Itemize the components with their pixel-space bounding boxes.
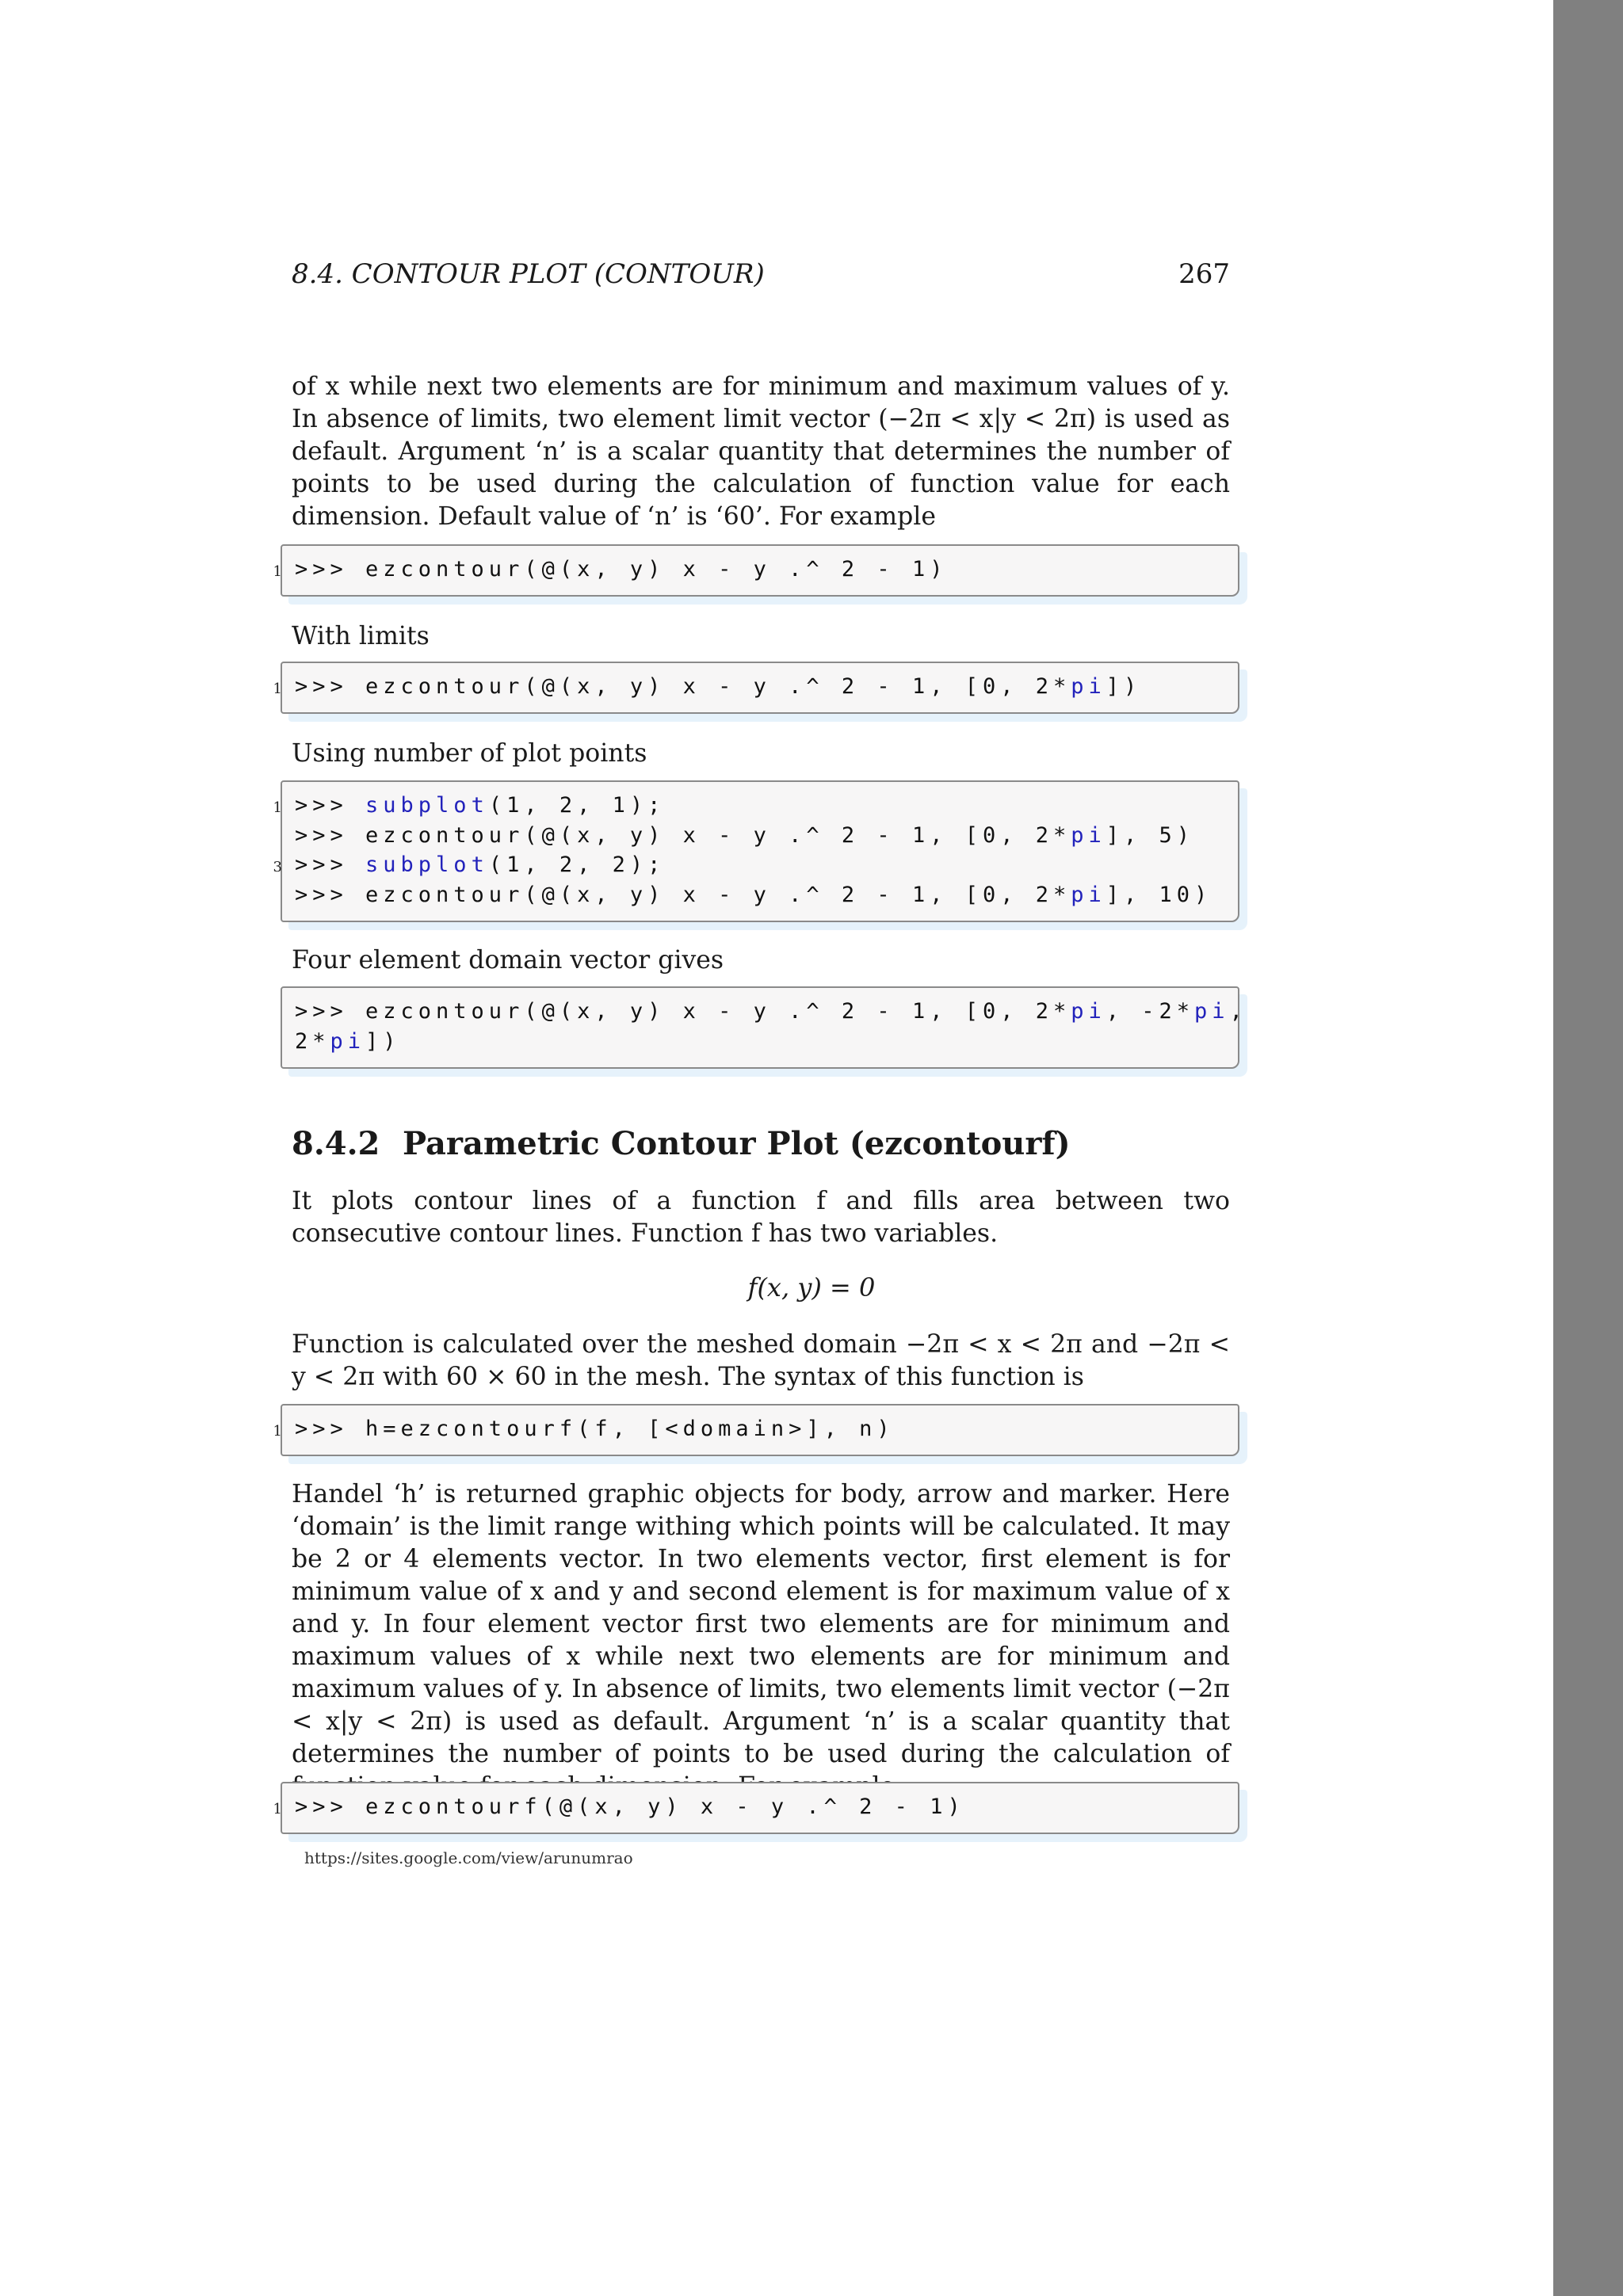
code-text: ]): [1106, 674, 1142, 699]
section-title: Parametric Contour Plot (ezcontourf): [403, 1125, 1071, 1162]
code-text: (1, 2, 2);: [488, 852, 666, 877]
section-number: 8.4.2: [292, 1125, 380, 1162]
code-text: ]): [365, 1028, 401, 1054]
code-block-syntax: [273, 1404, 1239, 1456]
code-text: >>>: [295, 852, 366, 877]
running-title: 8.4. CONTOUR PLOT (CONTOUR): [292, 258, 765, 290]
paragraph-ezcontourf-intro: It plots contour lines of a function f and fills area between two consecutive contour lines. Function f has two variables.: [292, 1187, 1230, 1248]
line-number: 1: [273, 1801, 282, 1817]
label-with-limits: With limits: [292, 622, 430, 650]
code-line: [295, 823, 1238, 853]
code-line: [273, 852, 1238, 883]
code-text: ], 5): [1106, 822, 1195, 848]
code-line: [295, 883, 1238, 913]
code-line: [273, 557, 1238, 587]
page-margin-bar: [1553, 0, 1623, 2296]
code-keyword: subplot: [365, 793, 489, 818]
paragraph-handle-description: Handel ‘h’ is returned graphic objects for body, arrow and marker. Here ‘domain’ is the limit range withing which points will be calculated. It may be 2 or 4 elements vector. In two elements vector, first element is for minimum value of x and y and second element is for maximum value of x and y. In four element vector first two elements are for minimum and maximum values of x while next two elements are for minimum and maximum values of y. In absence of limits, two elements limit vector (−2π < x|y < 2π) is used as default. Argument ‘n’ is a scalar quantity that determines the number of points to be used during the calculation of: [292, 1480, 1230, 1768]
code-line: [295, 1029, 1238, 1059]
code-keyword: pi: [1071, 674, 1106, 699]
code-text: 2*: [295, 1028, 330, 1054]
code-keyword: subplot: [365, 852, 489, 877]
code-text: ], 10): [1106, 882, 1212, 907]
code-text: , -2*: [1106, 999, 1195, 1024]
code-block-basic: [273, 544, 1239, 597]
footer-url: https://sites.google.com/view/arunumrao: [304, 1848, 633, 1867]
running-header: [292, 258, 1230, 296]
code-text: >>> h=ezcontourf(f, [<domain>], n): [295, 1417, 895, 1441]
code-text: (1, 2, 1);: [488, 793, 666, 818]
code-text: >>>: [295, 793, 366, 818]
code-line: [273, 1794, 1238, 1825]
code-block-example: [273, 1782, 1239, 1834]
line-number: 1: [273, 563, 282, 580]
equation: f(x, y) = 0: [747, 1272, 876, 1302]
code-block-four-element: [281, 986, 1247, 1069]
line-number: 1: [273, 799, 282, 816]
code-keyword: pi: [1071, 999, 1106, 1024]
code-text: ,: [1229, 999, 1247, 1024]
code-line: [295, 999, 1247, 1029]
line-number: 1: [273, 1423, 282, 1440]
code-keyword: pi: [1194, 999, 1230, 1024]
line-number: 1: [273, 681, 282, 697]
section-heading: [292, 1125, 1071, 1162]
code-text: >>> ezcontour(@(x, y) x - y .^ 2 - 1, [0, 2*: [295, 999, 1071, 1024]
code-keyword: pi: [1071, 882, 1106, 907]
code-block-subplots: [273, 780, 1239, 922]
code-line: [273, 674, 1238, 704]
code-text: >>> ezcontourf(@(x, y) x - y .^ 2 - 1): [295, 1794, 965, 1819]
code-text: >>> ezcontour(@(x, y) x - y .^ 2 - 1): [295, 557, 948, 582]
label-plot-points: Using number of plot points: [292, 739, 647, 768]
label-four-element: Four element domain vector gives: [292, 946, 724, 974]
page-number: 267: [1178, 258, 1230, 290]
paragraph-limits-description: of x while next two elements are for minimum and maximum values of y. In absence of limits, two element limit vector (−2π < x|y < 2π) is used as default. Argument ‘n’ is a scalar quantity that determines the number of points to be used during the calculation of function value for each dimension. Default value of ‘n’ is ‘60’. For example: [292, 372, 1230, 531]
code-block-limits: [273, 662, 1239, 714]
line-number: 3: [273, 859, 282, 875]
code-line: [273, 1417, 1238, 1447]
code-keyword: pi: [1071, 822, 1106, 848]
code-line: [273, 793, 1238, 823]
code-text: >>> ezcontour(@(x, y) x - y .^ 2 - 1, [0, 2*: [295, 882, 1071, 907]
code-text: >>> ezcontour(@(x, y) x - y .^ 2 - 1, [0, 2*: [295, 822, 1071, 848]
paragraph-mesh-domain: Function is calculated over the meshed domain −2π < x < 2π and −2π < y < 2π with 60 × 60 in the mesh. The syntax of this function is: [292, 1330, 1230, 1391]
code-text: >>> ezcontour(@(x, y) x - y .^ 2 - 1, [0, 2*: [295, 674, 1071, 699]
code-keyword: pi: [330, 1028, 366, 1054]
